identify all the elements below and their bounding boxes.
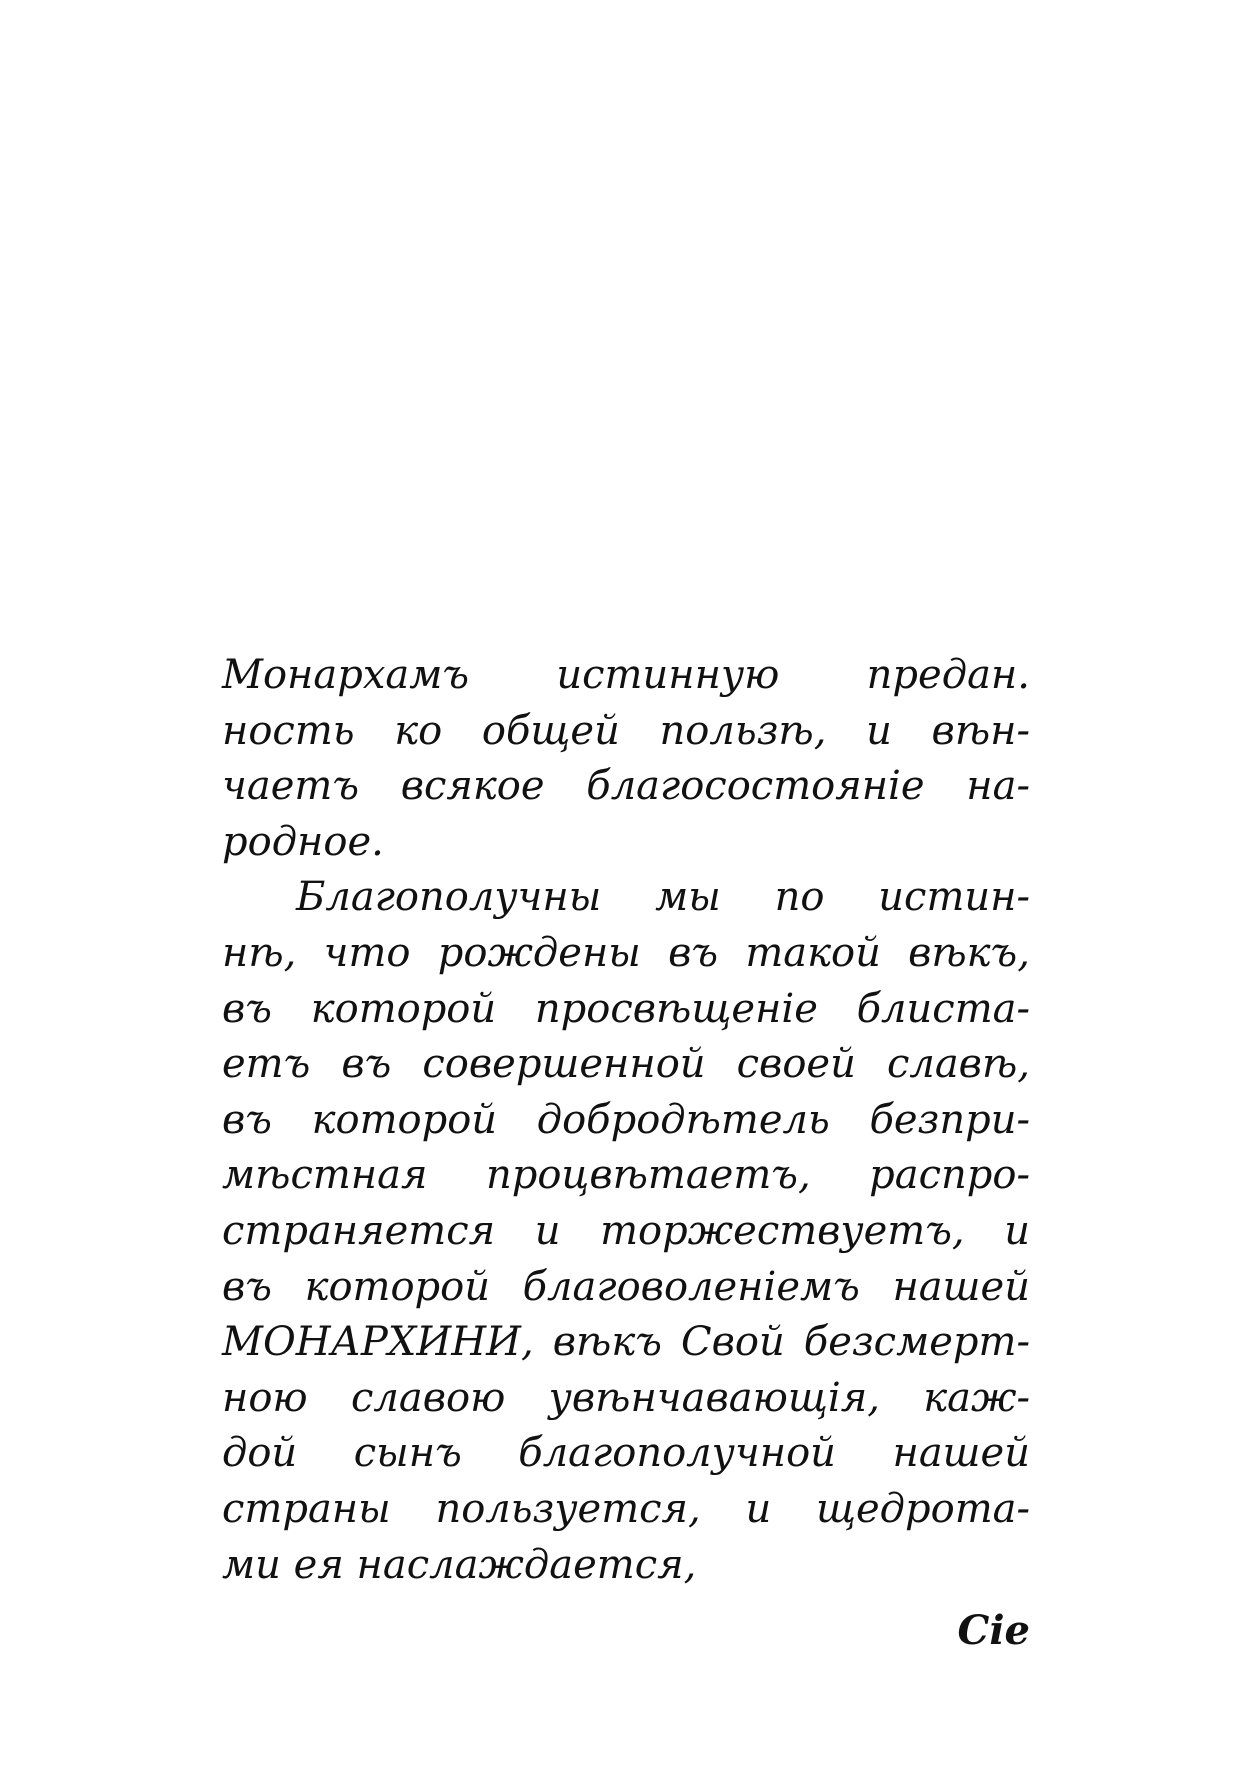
word: славѣ,	[886, 1041, 1030, 1088]
word: и	[534, 1207, 561, 1254]
word: своей	[736, 1041, 856, 1088]
word: МОНАРХИНИ,	[222, 1319, 534, 1366]
text-line-6	[222, 926, 1030, 982]
word: общей	[481, 707, 620, 754]
word: мѣстная	[222, 1152, 428, 1199]
word: вѣкъ,	[908, 929, 1030, 976]
line-6-text	[222, 926, 1030, 982]
word: добродѣтель	[536, 1096, 830, 1143]
catchword: Cie	[957, 1607, 1030, 1654]
line-11-text	[222, 1204, 1030, 1260]
word: ко	[394, 707, 443, 754]
word: въ	[222, 985, 272, 1032]
word: Монархамъ	[222, 652, 470, 698]
word: благоволенiемъ	[522, 1263, 860, 1310]
word: всякое	[400, 763, 545, 810]
word: сынъ	[353, 1430, 462, 1477]
line-7-text	[222, 982, 1030, 1038]
word: въ	[222, 1096, 272, 1143]
word: благополучной	[518, 1430, 836, 1477]
line-13-text	[222, 1315, 1030, 1371]
word: ность	[222, 707, 355, 754]
line-1-text	[222, 648, 1030, 704]
text-line-17	[222, 1538, 1030, 1594]
line-15-text	[222, 1426, 1030, 1482]
text-line-2	[222, 704, 1030, 760]
word: мы	[655, 874, 721, 921]
word: на-	[966, 763, 1030, 810]
word: вѣн-	[931, 707, 1030, 754]
line-12-text	[222, 1260, 1030, 1316]
text-line-15	[222, 1426, 1030, 1482]
word: ною	[222, 1374, 308, 1421]
word: Благополучны	[296, 874, 602, 921]
text-line-16	[222, 1482, 1030, 1538]
text-line-13	[222, 1315, 1030, 1371]
word: пользуется,	[435, 1485, 701, 1532]
word: просвѣщенiе	[534, 985, 818, 1032]
word: славою	[351, 1374, 506, 1421]
word: такой	[745, 929, 881, 976]
word: и	[866, 707, 892, 754]
word: въ	[341, 1041, 392, 1088]
word: нѣ,	[222, 929, 297, 976]
word: каж-	[923, 1374, 1030, 1421]
word: которой	[310, 985, 497, 1032]
word: нашей	[892, 1430, 1030, 1477]
word: совершенной	[422, 1041, 706, 1088]
line-14-text	[222, 1371, 1030, 1427]
line-2-text	[222, 704, 1030, 760]
word: распро-	[869, 1152, 1030, 1199]
line-8-text	[222, 1037, 1030, 1093]
text-line-12	[222, 1260, 1030, 1316]
word: пользѣ,	[659, 707, 827, 754]
word: и	[1004, 1207, 1030, 1254]
word: страняется	[222, 1207, 496, 1254]
word: рождены	[437, 929, 641, 976]
text-line-3	[222, 759, 1030, 815]
line-9-text	[222, 1093, 1030, 1149]
line-5-text	[296, 870, 1030, 926]
text-line-9	[222, 1093, 1030, 1149]
word: щедрота-	[815, 1485, 1030, 1532]
word: Свой	[680, 1319, 785, 1366]
text-line-5	[222, 870, 1030, 926]
word: предан.	[866, 652, 1030, 698]
text-line-14	[222, 1371, 1030, 1427]
line-10-text	[222, 1148, 1030, 1204]
word: въ	[222, 1263, 272, 1310]
word: которой	[311, 1096, 498, 1143]
word: въ	[668, 929, 719, 976]
word: которой	[304, 1263, 491, 1310]
word: нашей	[892, 1263, 1030, 1310]
word: страны	[222, 1485, 391, 1532]
line-3-text	[222, 759, 1030, 815]
text-line-7	[222, 982, 1030, 1038]
line-4-text: родное.	[222, 818, 384, 865]
text-line-1	[222, 648, 1030, 704]
text-line-4	[222, 815, 1030, 871]
word: безсмерт-	[803, 1319, 1030, 1366]
word: увѣнчавающiя,	[548, 1374, 880, 1421]
word: чаетъ	[222, 763, 359, 810]
text-line-11	[222, 1204, 1030, 1260]
word: процвѣтаетъ,	[485, 1152, 811, 1199]
word: и	[745, 1485, 772, 1532]
word: торжествуетъ,	[600, 1207, 965, 1254]
word: истин-	[878, 874, 1030, 921]
line-16-text	[222, 1482, 1030, 1538]
line-17-text: ми ея наслаждается,	[222, 1541, 697, 1588]
word: благосостоянiе	[586, 763, 925, 810]
word: истинную	[556, 652, 780, 698]
text-line-10	[222, 1148, 1030, 1204]
word: что	[323, 929, 411, 976]
text-line-8	[222, 1037, 1030, 1093]
word: блиста-	[856, 985, 1030, 1032]
body-text	[222, 648, 1030, 1593]
word: вѣкъ	[552, 1319, 662, 1366]
word: етъ	[222, 1041, 311, 1088]
word: по	[774, 874, 825, 921]
word: дой	[222, 1430, 298, 1477]
word: безпри-	[869, 1096, 1030, 1143]
